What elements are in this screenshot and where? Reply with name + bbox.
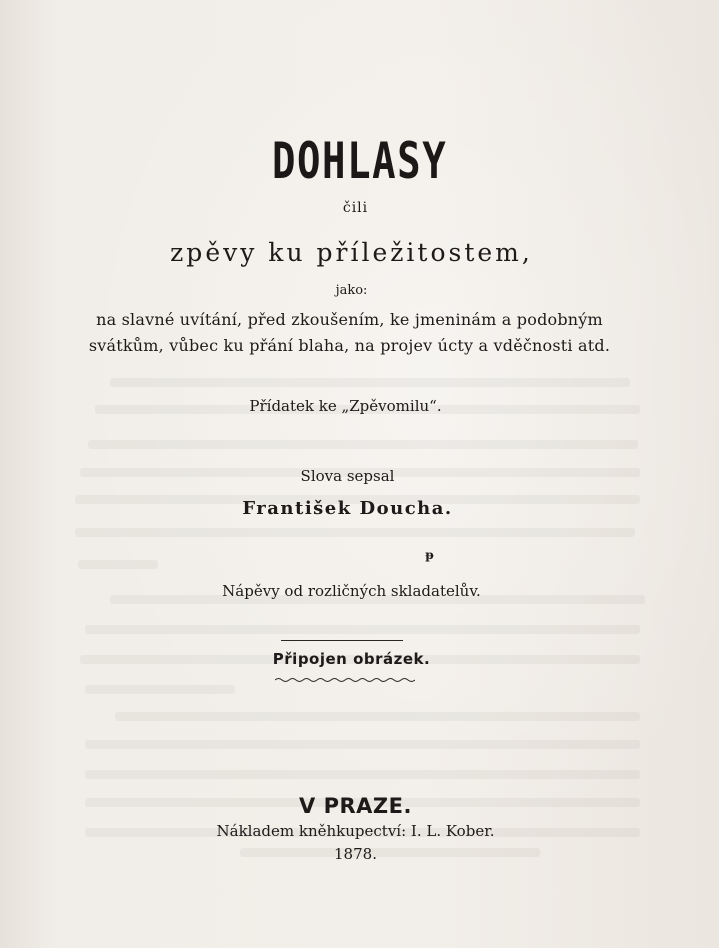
- publication-city: V PRAZE.: [299, 794, 412, 818]
- publisher-line: Nákladem kněhkupectví: I. L. Kober.: [216, 822, 495, 840]
- author-name: František Doucha.: [242, 498, 453, 519]
- description-line-1: na slavné uvítání, před zkoušením, ke jmeninám a podobným: [96, 310, 603, 329]
- book-title: DOHLASY: [271, 132, 448, 190]
- melodies-note: Nápěvy od rozličných skladatelův.: [222, 582, 481, 600]
- ornamental-rule-top: [281, 640, 403, 641]
- words-by-label: Slova sepsal: [300, 467, 395, 485]
- subtitle-connector: jako:: [335, 283, 368, 298]
- supplement-note: Přídatek ke „Zpěvomilu“.: [249, 397, 442, 415]
- book-subtitle: zpěvy ku příležitostem,: [170, 238, 533, 267]
- ornamental-rule-bottom: [275, 677, 415, 683]
- illustration-note: Připojen obrázek.: [272, 650, 431, 668]
- printer-mark: ᵽ: [425, 548, 434, 562]
- title-connector: čili: [342, 200, 369, 216]
- publication-year: 1878.: [334, 845, 377, 863]
- description-line-2: svátkům, vůbec ku přání blaha, na projev úcty a vděčnosti atd.: [88, 336, 611, 355]
